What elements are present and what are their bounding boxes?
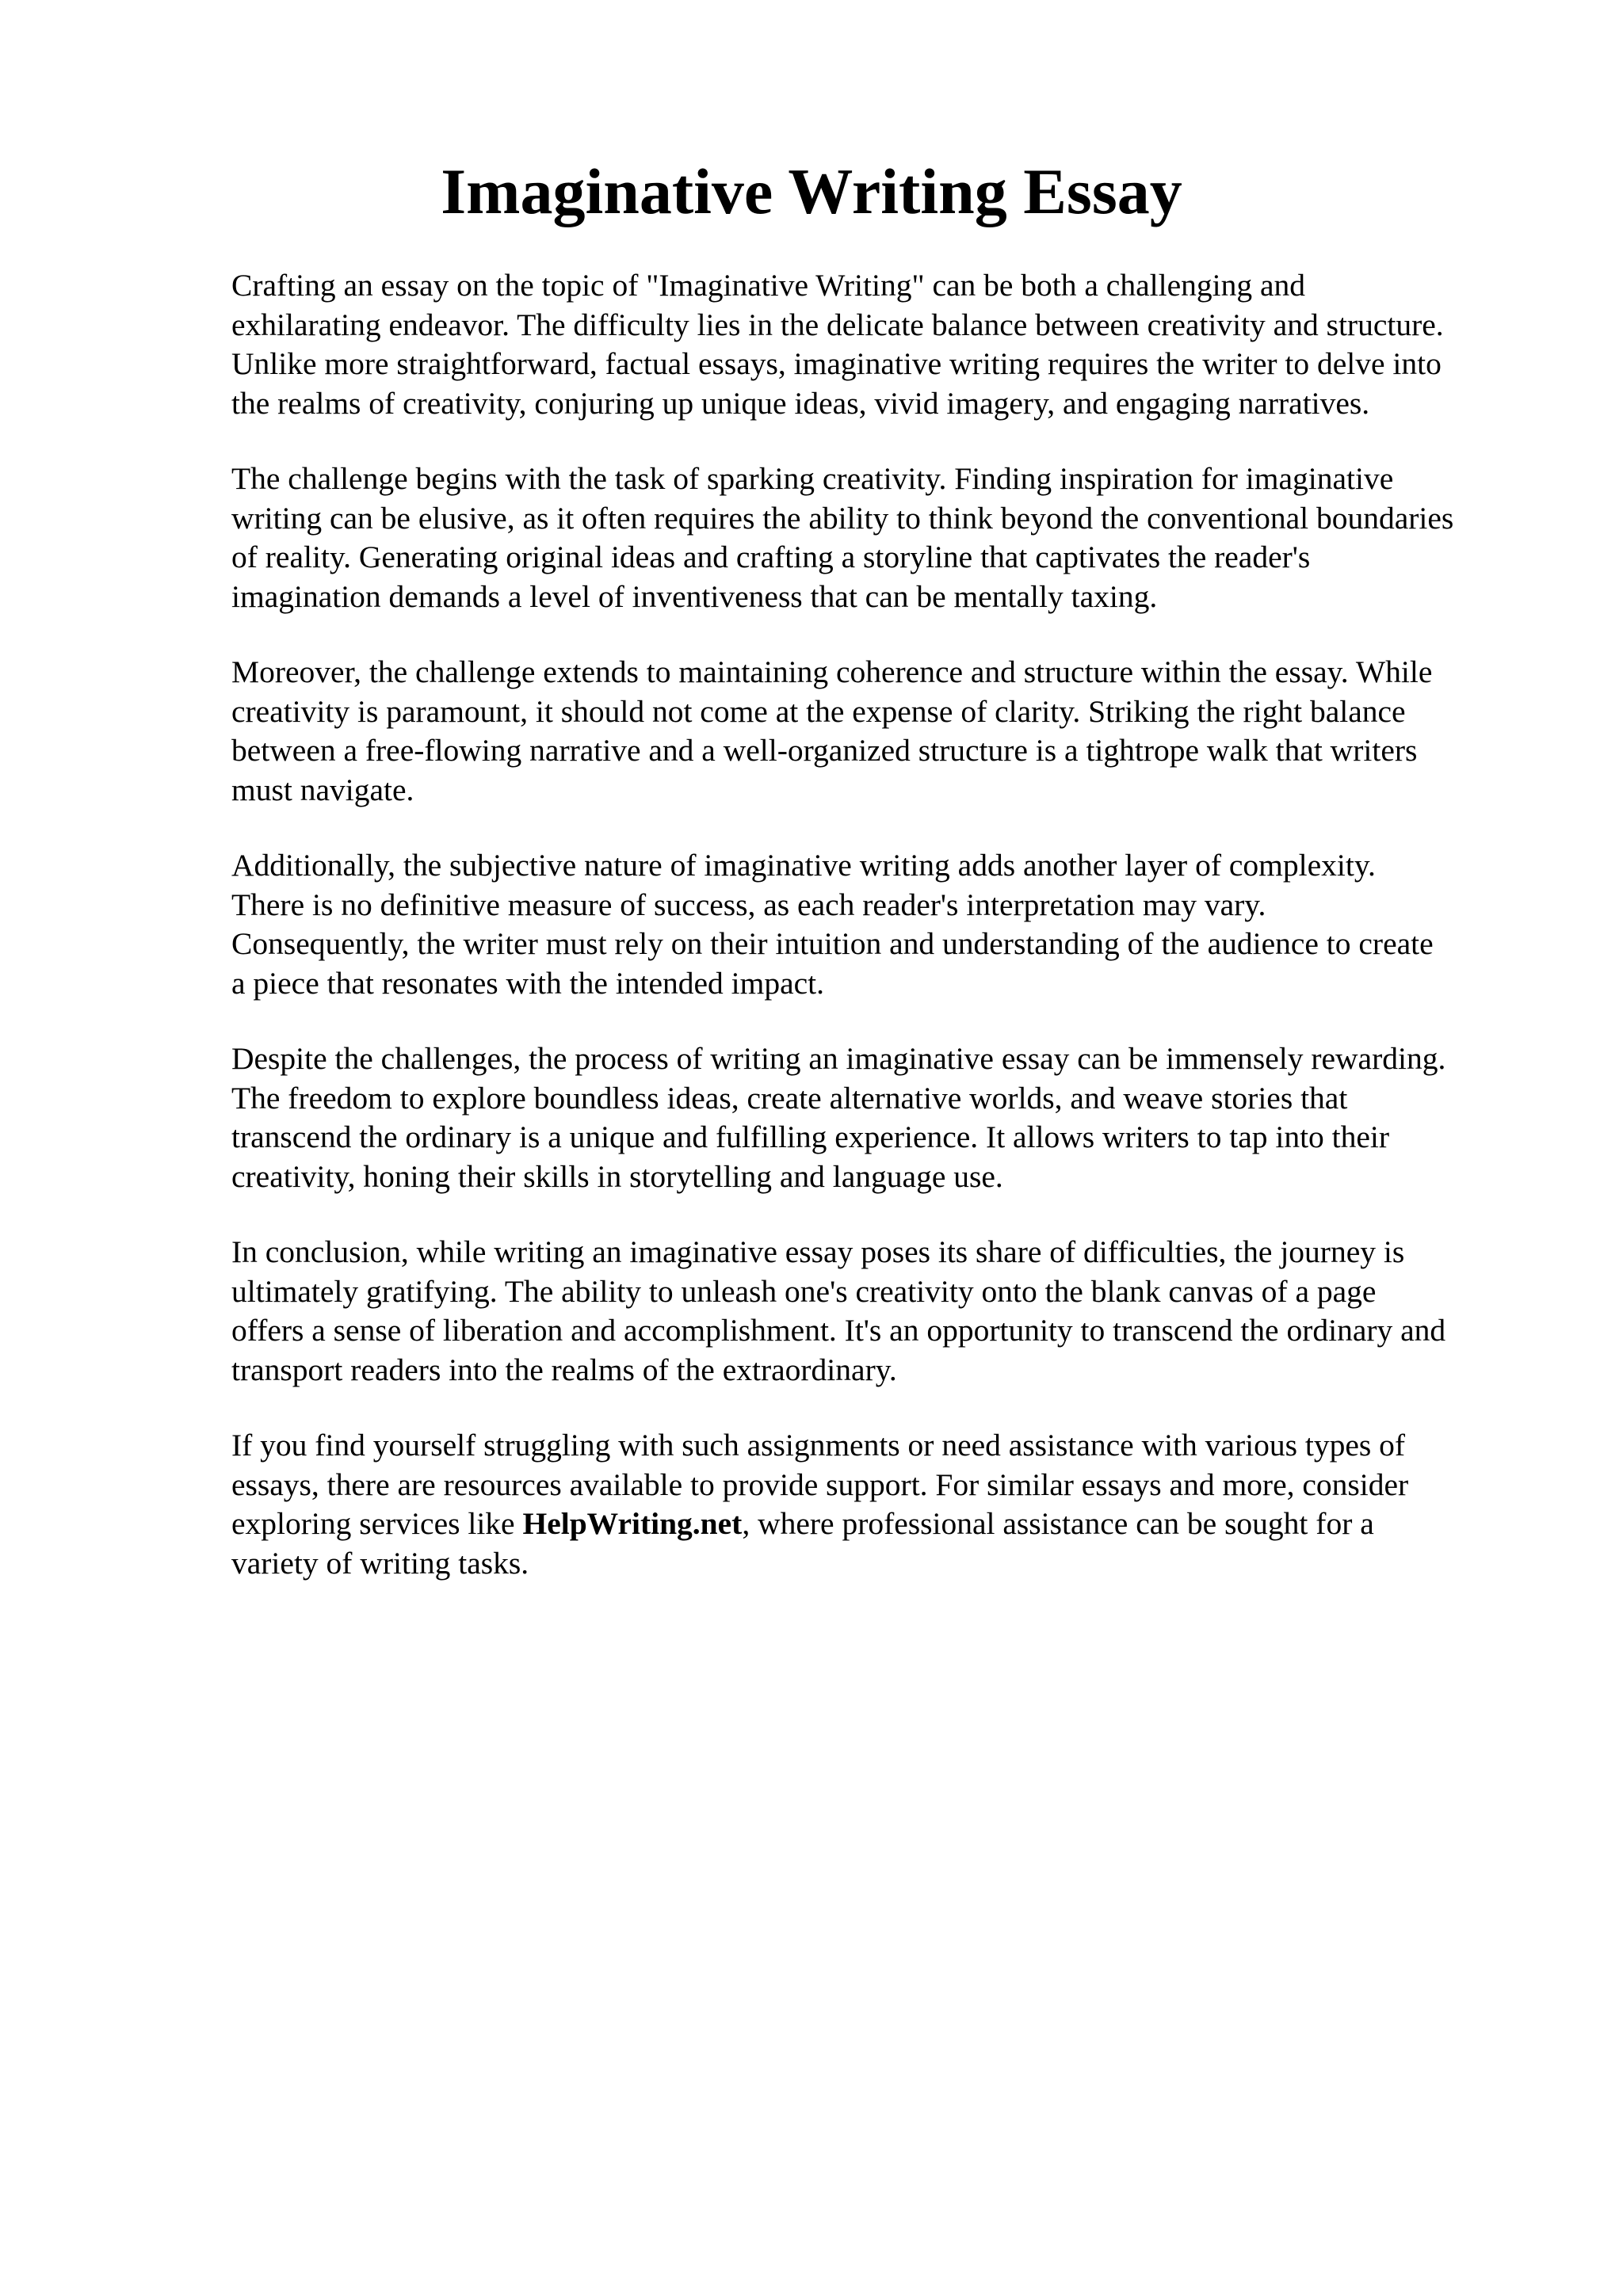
essay-paragraph — [231, 846, 1523, 1003]
paragraph-line: creativity, honing their skills in storytelling and language use. — [231, 1158, 1003, 1194]
closing-paragraph — [231, 1426, 1523, 1583]
essay-paragraph — [231, 1039, 1523, 1196]
paragraph-line: of reality. Generating original ideas and crafting a storyline that captivates the reader's — [231, 540, 1311, 574]
line-text: essays, there are resources available to provide support. For similar essays and more, consider — [231, 1466, 1409, 1502]
helpwriting-link[interactable]: HelpWriting.net — [522, 1506, 743, 1541]
paragraph-line: Additionally, the subjective nature of imaginative writing adds another layer of complexity. — [231, 848, 1376, 883]
document-title: Imaginative Writing Essay — [441, 155, 1182, 227]
paragraph-line: There is no definitive measure of success, as each reader's interpretation may vary. — [231, 887, 1266, 922]
paragraph-line: transcend the ordinary is a unique and fulfilling experience. It allows writers to tap into their — [231, 1119, 1390, 1154]
paragraph-line: between a free-flowing narrative and a well-organized structure is a tightrope walk that writers — [231, 733, 1418, 768]
paragraph-line: exhilarating endeavor. The difficulty lies in the delicate balance between creativity and structure. — [231, 307, 1444, 342]
paragraph-line: If you find yourself struggling with such assignments or need assistance with various types of — [231, 1428, 1405, 1463]
paragraph-line: The challenge begins with the task of sparking creativity. Finding inspiration for imaginative — [231, 461, 1394, 496]
paragraph-line: imagination demands a level of inventiveness that can be mentally taxing. — [231, 578, 1158, 614]
paragraph-line — [231, 1466, 1523, 1505]
paragraph-line: ultimately gratifying. The ability to unleash one's creativity onto the blank canvas of a page — [231, 1273, 1377, 1309]
essay-paragraph — [231, 460, 1523, 616]
paragraph-line: transport readers into the realms of the extraordinary. — [231, 1352, 897, 1387]
line-text: exploring services like — [231, 1506, 523, 1541]
paragraph-line: must navigate. — [231, 772, 414, 807]
paragraph-line: writing can be elusive, as it often requires the ability to think beyond the conventional boundaries — [231, 500, 1454, 536]
paragraph-line: the realms of creativity, conjuring up unique ideas, vivid imagery, and engaging narratives. — [231, 385, 1370, 421]
line-text: , where professional assistance can be sought for a — [742, 1506, 1374, 1541]
paragraph-line: Moreover, the challenge extends to maintaining coherence and structure within the essay. While — [231, 654, 1433, 689]
essay-paragraphs — [231, 266, 1523, 1390]
paragraph-line: In conclusion, while writing an imaginative essay poses its share of difficulties, the journey is — [231, 1234, 1405, 1269]
paragraph-line: The freedom to explore boundless ideas, create alternative worlds, and weave stories that — [231, 1080, 1348, 1116]
paragraph-line: creativity is paramount, it should not come at the expense of clarity. Striking the right balance — [231, 693, 1406, 729]
essay-paragraph — [231, 266, 1523, 423]
paragraph-line: Unlike more straightforward, factual essays, imaginative writing requires the writer to delve into — [231, 346, 1442, 381]
essay-paragraph — [231, 653, 1523, 810]
paragraph-line: a piece that resonates with the intended impact. — [231, 965, 825, 1001]
paragraph-line: Crafting an essay on the topic of "Imaginative Writing" can be both a challenging and — [231, 268, 1305, 303]
essay-paragraph — [231, 1233, 1523, 1390]
paragraph-line — [231, 1505, 1523, 1544]
paragraph-line: Despite the challenges, the process of writing an imaginative essay can be immensely rewarding. — [231, 1041, 1446, 1076]
document-body — [231, 266, 1523, 1619]
paragraph-line: Consequently, the writer must rely on their intuition and understanding of the audience to create — [231, 926, 1434, 961]
paragraph-line: offers a sense of liberation and accomplishment. It's an opportunity to transcend the ordinary and — [231, 1313, 1446, 1348]
paragraph-line: variety of writing tasks. — [231, 1545, 529, 1581]
